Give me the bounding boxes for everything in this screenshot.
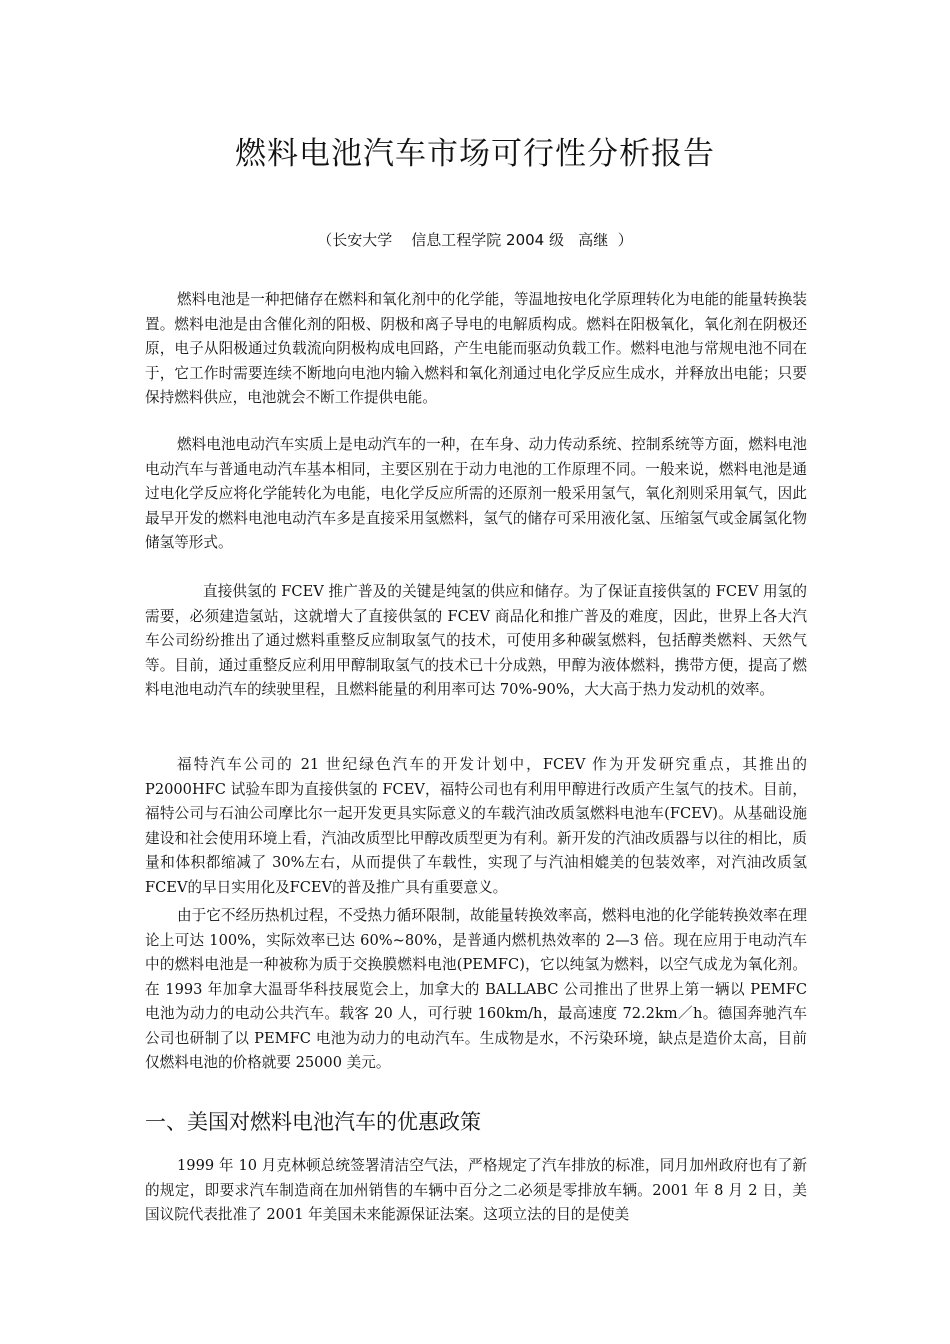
paragraph-efficiency: 由于它不经历热机过程，不受热力循环限制，故能量转换效率高，燃料电池的化学能转换效率在理论上可达 100%，实际效率已达 60%~80%，是普通内燃机热效率的 2—3 倍。现在应用于电动汽车中的燃料电池是一种被称为质于交换膜燃料电池(PEMFC)，它以纯氢为燃料，以空气成龙为氧化剂。在 1993 年加拿大温哥华科技展览会上，加拿大的 BALLABC 公司推出了世界上第一辆以 PEMFC 电池为动力的电动公共汽车。载客 20 人，可行驶 160km/h，最高速度 72.2km／h。德国奔驰汽车公司也研制了以 PEMFC 电池为动力的电动汽车。生成物是水，不污染环境，缺点是造价太高，目前仅燃料电池的价格就要 25000 美元。 xyxy=(145,907,807,1071)
paragraph-hydrogen-supply: 直接供氢的 FCEV 推广普及的关键是纯氢的供应和储存。为了保证直接供氢的 FCEV 用氢的需要，必须建造氢站，这就增大了直接供氢的 FCEV 商品化和推广普及的难度，因此，世界上各大汽车公司纷纷推出了通过燃料重整反应制取氢气的技术，可使用多种碳氢燃料，包括醇类燃料、天然气等。目前，通过重整反应利用甲醇制取氢气的技术已十分成熟，甲醇为液体燃料，携带方便，提高了燃料电池电动汽车的续驶里程，且燃料能量的利用率可达 70%-90%，大大高于热力发动机的效率。 xyxy=(145,583,807,698)
paragraph-ford-plan: 福特汽车公司的 21 世纪绿色汽车的开发计划中，FCEV 作为开发研究重点，其推出的 P2000HFC 试验车即为直接供氢的 FCEV，福特公司也有利用甲醇进行改质产生氢气的技术。目前，福特公司与石油公司摩比尔一起开发更具实际意义的车载汽油改质氢燃料电池车(FCEV)。从基础设施建设和社会使用环境上看，汽油改质型比甲醇改质型更为有利。新开发的汽油改质器与以往的相比，质量和体积都缩减了 30%左右，从而提供了车载性，实现了与汽油相媲美的包装效率，对汽油改质氢FCEV的早日实用化及FCEV的普及推广具有重要意义。 xyxy=(145,756,807,896)
paragraph-fcev-essence: 燃料电池电动汽车实质上是电动汽车的一种，在车身、动力传动系统、控制系统等方面，燃料电池电动汽车与普通电动汽车基本相同，主要区别在于动力电池的工作原理不同。一般来说，燃料电池是通过电化学反应将化学能转化为电能，电化学反应所需的还原剂一般采用氢气，氧化剂则采用氧气，因此最早开发的燃料电池电动汽车多是直接采用氢燃料，氢气的储存可采用液化氢、压缩氢气或金属氢化物储氢等形式。 xyxy=(145,436,807,551)
document-title: 燃料电池汽车市场可行性分析报告 xyxy=(235,136,715,172)
section-heading-us-policy: 一、美国对燃料电池汽车的优惠政策 xyxy=(145,1110,481,1134)
author-byline: （长安大学 信息工程学院 2004 级 高继 ） xyxy=(317,231,633,249)
paragraph-clean-air-act: 1999 年 10 月克林顿总统签署清洁空气法，严格规定了汽车排放的标准，同月加州政府也有了新的规定，即要求汽车制造商在加州销售的车辆中百分之二必须是零排放车辆。2001 年 8 月 2 日，美国议院代表批准了 2001 年美国未来能源保证法案。这项立法的目的是使美 xyxy=(145,1157,807,1223)
paragraph-fuel-cell-definition: 燃料电池是一种把储存在燃料和氧化剂中的化学能，等温地按电化学原理转化为电能的能量转换装置。燃料电池是由含催化剂的阳极、阴极和离子导电的电解质构成。燃料在阳极氧化，氧化剂在阴极还原，电子从阳极通过负载流向阴极构成电回路，产生电能而驱动负载工作。燃料电池与常规电池不同在于，它工作时需要连续不断地向电池内输入燃料和氧化剂通过电化学反应生成水，并释放出电能；只要保持燃料供应，电池就会不断工作提供电能。 xyxy=(145,291,807,406)
